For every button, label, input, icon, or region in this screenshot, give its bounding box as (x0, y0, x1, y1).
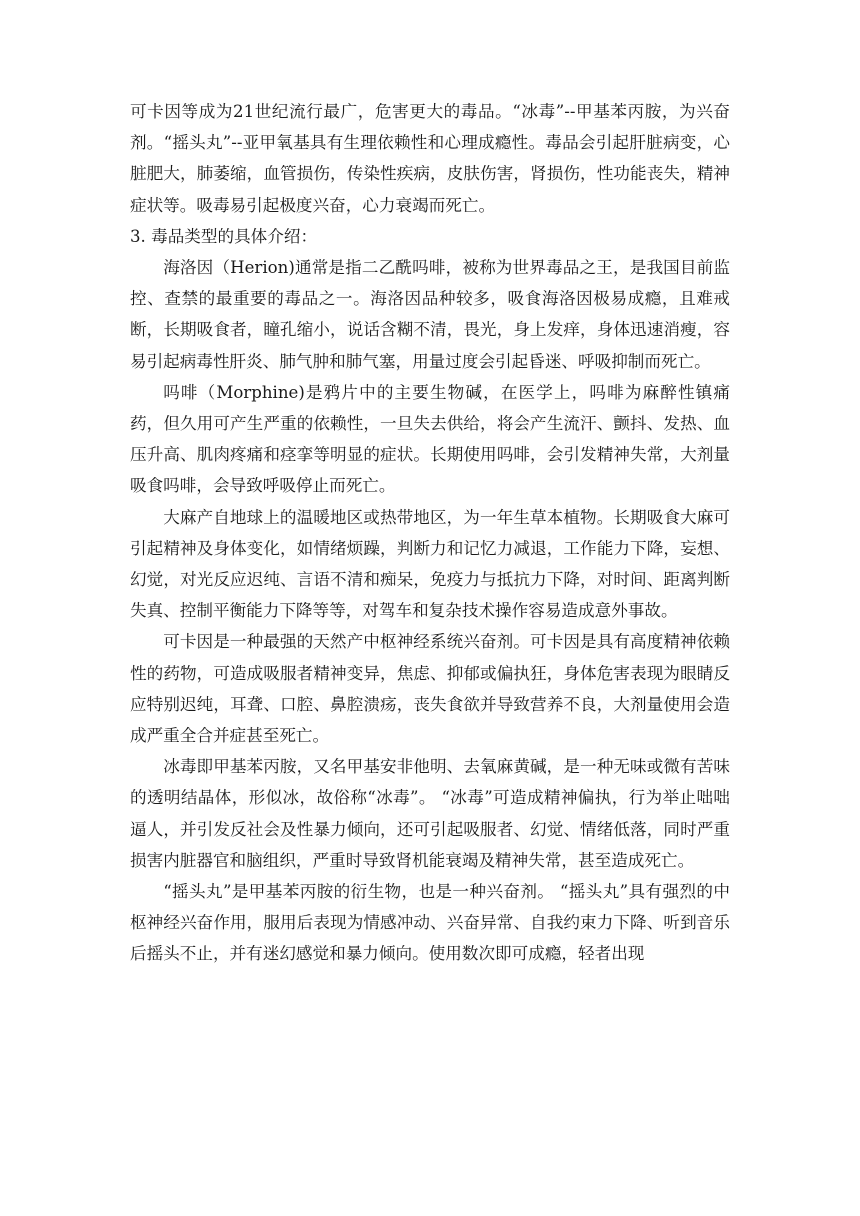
paragraph-ice: 冰毒即甲基苯丙胺，又名甲基安非他明、去氧麻黄碱，是一种无味或微有苦味的透明结晶体，形似冰，故俗称“冰毒”。 “冰毒”可造成精神偏执，行为举止咄咄逼人，并引发反社会及性暴力倾向，还可引起吸服者、幻觉、情绪低落，同时严重损害内脏器官和脑组织，严重时导致肾机能衰竭及精神失常，甚至造成死亡。 (130, 757, 730, 870)
document-page (130, 96, 730, 970)
paragraph-cocaine: 可卡因是一种最强的天然产中枢神经系统兴奋剂。可卡因是具有高度精神依赖性的药物，可造成吸服者精神变异，焦虑、抑郁或偏执狂，身体危害表现为眼睛反应特别迟纯，耳聋、口腔、鼻腔溃疡，丧失食欲并导致营养不良，大剂量使用会造成严重全合并症甚至死亡。 (130, 632, 730, 746)
paragraph-morphine: 吗啡（Morphine)是鸦片中的主要生物碱，在医学上，吗啡为麻醉性镇痛药，但久用可产生严重的依赖性，一旦失去供给，将会产生流汗、颤抖、发热、血压升高、肌肉疼痛和痉挛等明显的症状。长期使用吗啡，会引发精神失常，大剂量吸食吗啡，会导致呼吸停止而死亡。 (130, 382, 730, 496)
paragraph-cannabis: 大麻产自地球上的温暖地区或热带地区，为一年生草本植物。长期吸食大麻可引起精神及身体变化，如情绪烦躁，判断力和记忆力减退，工作能力下降，妄想、幻觉，对光反应迟纯、言语不清和痴呆，免疫力与抵抗力下降，对时间、距离判断失真、控制平衡能力下降等等，对驾车和复杂技术操作容易造成意外事故。 (130, 507, 730, 621)
paragraph-intro-continuation: 可卡因等成为21世纪流行最广，危害更大的毒品。“冰毒”--甲基苯丙胺，为兴奋剂。“摇头丸”--亚甲氧基具有生理依赖性和心理成瘾性。毒品会引起肝脏病变，心脏肥大，肺萎缩，血管损伤，传染性疾病，皮肤伤害，肾损伤，性功能丧失，精神症状等。吸毒易引起极度兴奋，心力衰竭而死亡。 (130, 102, 730, 215)
paragraph-ecstasy: “摇头丸”是甲基苯丙胺的衍生物，也是一种兴奋剂。 “摇头丸”具有强烈的中枢神经兴奋作用，服用后表现为情感冲动、兴奋异常、自我约束力下降、听到音乐后摇头不止，并有迷幻感觉和暴力倾向。使用数次即可成瘾，轻者出现 (130, 882, 730, 964)
section-heading: 3. 毒品类型的具体介绍： (130, 226, 318, 246)
paragraph-heroin: 海洛因（Herion)通常是指二乙酰吗啡，被称为世界毒品之王，是我国目前监控、查禁的最重要的毒品之一。海洛因品种较多，吸食海洛因极易成瘾，且难戒断，长期吸食者，瞳孔缩小，说话含糊不清，畏光，身上发痒，身体迅速消瘦，容易引起病毒性肝炎、肺气肿和肺气塞，用量过度会引起昏迷、呼吸抑制而死亡。 (130, 258, 730, 371)
